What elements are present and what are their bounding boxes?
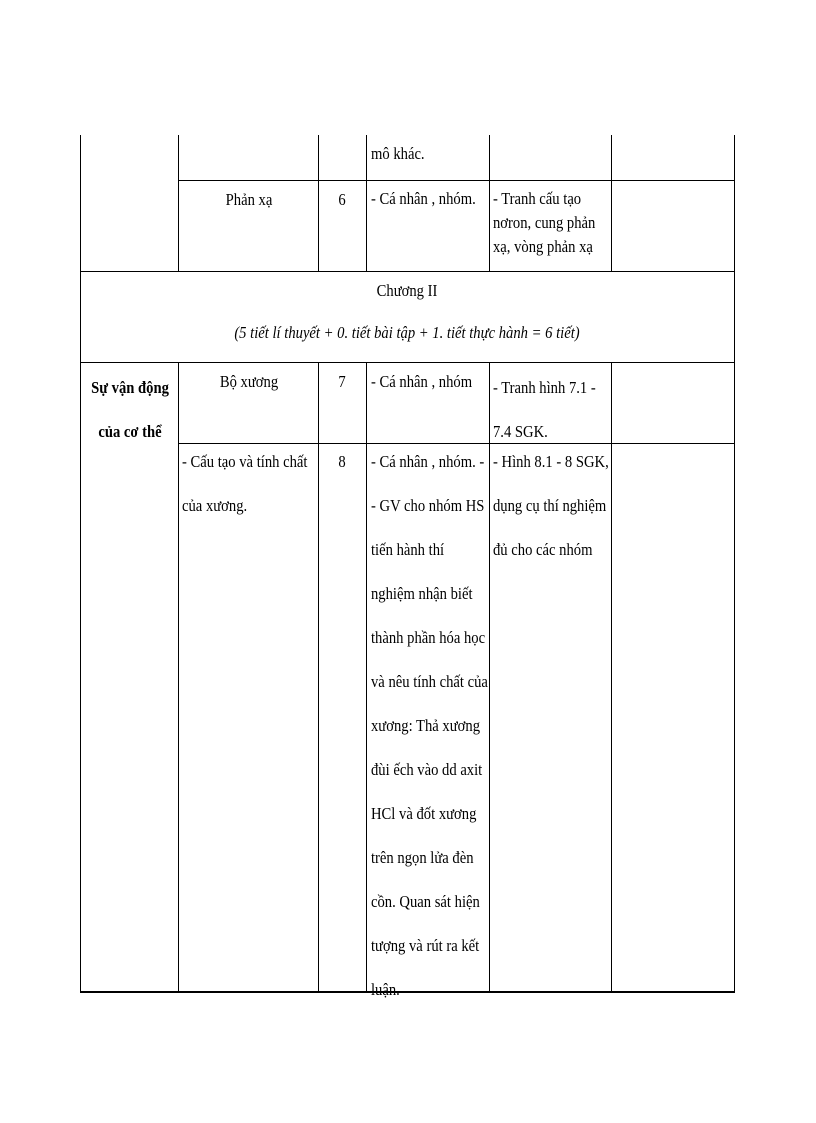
table-line xyxy=(178,135,179,272)
table-line xyxy=(366,362,367,992)
table-line xyxy=(734,135,735,992)
reflex-number: 6 xyxy=(338,190,346,209)
table-line xyxy=(178,180,734,181)
skeleton-materials: - Tranh hình 7.1 - 7.4 SGK. xyxy=(493,378,596,441)
table-line xyxy=(80,135,81,992)
skeleton-number: 7 xyxy=(338,372,346,391)
table-line xyxy=(489,135,490,272)
table-line xyxy=(318,362,319,992)
bone-materials: - Hình 8.1 - 8 SGK, dụng cụ thí nghiệm đủ cho các nhóm xyxy=(493,452,609,559)
table-line xyxy=(318,135,319,272)
table-line xyxy=(366,135,367,272)
skeleton-lesson: Bộ xương xyxy=(219,372,279,391)
reflex-method: - Cá nhân , nhóm. xyxy=(371,189,476,208)
chapter-title: Chương II xyxy=(376,281,438,300)
skeleton-method: - Cá nhân , nhóm xyxy=(371,372,473,391)
reflex-lesson: Phản xạ xyxy=(225,190,273,209)
bone-method: - Cá nhân , nhóm. - - GV cho nhóm HS tiến hành thí nghiệm nhận biết thành phần hóa học và nêu tính chất của xương: Thả xương đùi ếch vào dd axit HCl và đốt xương trên ngọn lửa đèn cồn. Quan sát hiện tượng và rút ra kết luận. xyxy=(371,452,488,999)
table-line xyxy=(611,135,612,272)
reflex-materials: - Tranh cấu tạo nơron, cung phản xạ, vòng phản xạ xyxy=(493,189,596,256)
table-line xyxy=(178,362,179,992)
bone-number: 8 xyxy=(338,452,346,471)
table-line xyxy=(80,362,734,363)
top-continuation-text: mô khác. xyxy=(371,144,425,163)
topic-label: Sự vận động của cơ thể xyxy=(91,378,169,441)
table-line xyxy=(611,362,612,992)
table-line xyxy=(80,271,734,272)
bone-lesson: - Cấu tạo và tính chất của xương. xyxy=(182,452,308,515)
chapter-summary: (5 tiết lí thuyết + 0. tiết bài tập + 1. tiết thực hành = 6 tiết) xyxy=(234,323,580,342)
